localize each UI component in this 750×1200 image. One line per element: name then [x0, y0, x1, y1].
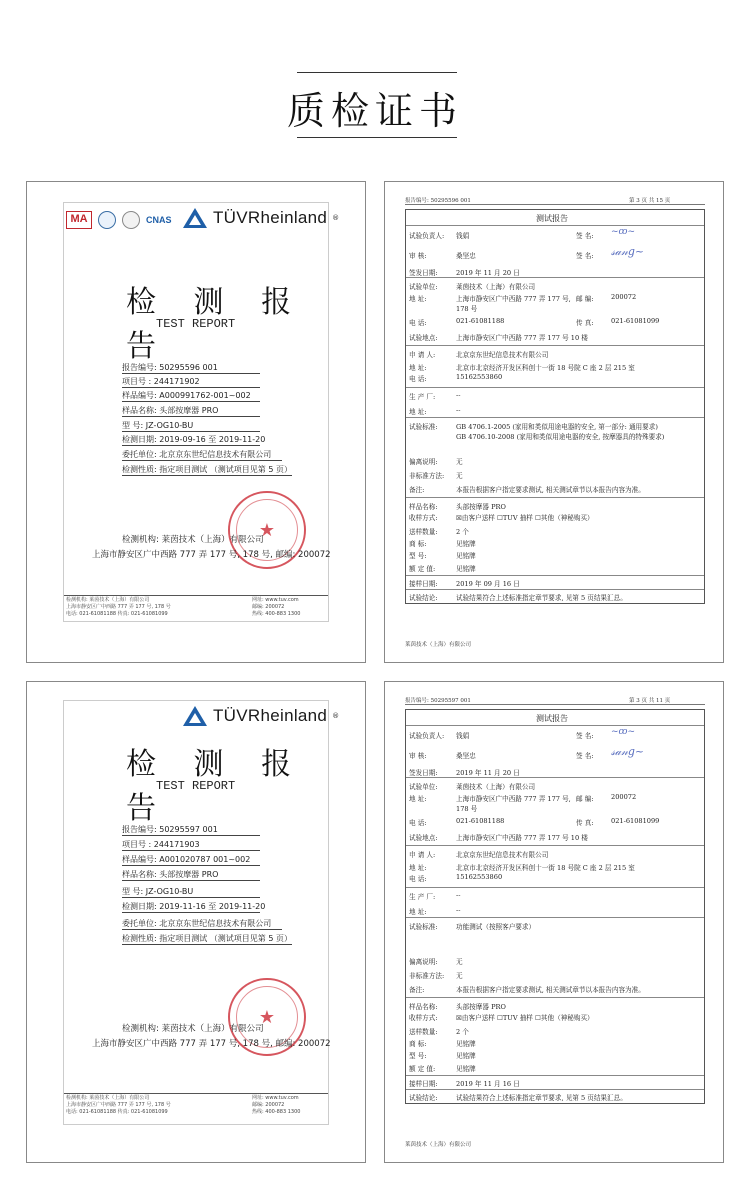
page-footer: 莱茵技术（上海）有限公司 [405, 1142, 472, 1148]
table-cell-text: 见铭牌 [456, 565, 476, 573]
table-cell-text: 电 话: [409, 875, 427, 883]
text: 委托单位: [122, 919, 157, 928]
text: 网址: www.tuv.com [252, 597, 299, 603]
text: A000991762-001~002 [159, 391, 251, 400]
table-cell-text: 钱娟 [456, 232, 470, 240]
company-stamp-icon: ★ [228, 491, 306, 569]
test-org: 检测机构: 莱茵技术（上海）有限公司 [122, 535, 264, 545]
table-cell-text: 桑坚忠 [456, 752, 476, 760]
table-cell-text: GB 4706.1-2005 (家用和类似用途电器的安全, 第一部分: 通用要求) [456, 423, 658, 431]
text: 2019-11-16 至 2019-11-20 [159, 902, 266, 911]
test-report-table [405, 209, 705, 604]
text: 头部按摩器 PRO [159, 870, 219, 879]
table-cell-text: 商 标: [409, 1040, 427, 1048]
table-cell-text: 额 定 值: [409, 1065, 436, 1073]
table-cell-text: 上海市静安区广中西路 777 弄 177 号, [456, 795, 571, 803]
tuv-brand: TÜVRheinland [213, 706, 328, 725]
table-cell-text: 审 核: [409, 252, 427, 260]
text: 上海市静安区广中西路 777 弄 177 号, 178 号 [66, 604, 171, 610]
table-cell-text: 上海市静安区广中西路 777 弄 177 号 10 楼 [456, 334, 588, 342]
table-cell-text: 无 [456, 958, 463, 966]
table-cell-text: 偏离说明: [409, 958, 438, 966]
test-org-address: 上海市静安区广中西路 777 弄 177 号, 178 号, 邮编: 200072 [92, 1039, 331, 1049]
iso-logo-icon [98, 211, 116, 229]
footer-rule [64, 595, 328, 596]
table-cell-text: 2019 年 11 月 20 日 [456, 769, 520, 777]
table-cell-text: -- [456, 406, 461, 414]
page-header-left: 报告编号: 50295597 001 [405, 698, 471, 704]
text: 检测机构: 莱茵技术（上海）有限公司 [66, 597, 150, 603]
text: 检测性质: [122, 934, 157, 943]
text: 指定项目测试 （测试项目见第 5 页） [159, 465, 292, 474]
field-sample-name [122, 870, 260, 881]
text: 项目号 : [122, 377, 152, 386]
text: 2019-09-16 至 2019-11-20 [159, 435, 266, 444]
field-test-type [122, 934, 292, 945]
table-cell-text: 试验标准: [409, 923, 438, 931]
table-cell-text: 见铭牌 [456, 540, 476, 548]
text: 样品名称: [122, 406, 157, 415]
table-cell-text: 试验标准: [409, 423, 438, 431]
tuv-brand: TÜVRheinland [213, 208, 328, 227]
signature-icon: 𝓈𝒶𝓃𝑔~ [611, 745, 645, 758]
text: 指定项目测试 （测试项目见第 5 页） [159, 934, 292, 943]
ma-logo: MA [66, 211, 92, 229]
text: 检测日期: [122, 902, 157, 911]
table-cell-text: 021-61081188 [456, 817, 505, 825]
test-report-page-1 [384, 181, 724, 663]
table-cell-text: 本报告根据客户指定要求测试, 相关测试章节以本报告内容为准。 [456, 986, 645, 994]
text: 北京京东世纪信息技术有限公司 [159, 919, 272, 928]
text: 电话: 021-61081188 传真: 021-61081099 [66, 1109, 168, 1115]
table-cell-text: 见铭牌 [456, 552, 476, 560]
table-cell-text: 2 个 [456, 528, 469, 536]
table-cell-text: 电 话: [409, 375, 427, 383]
table-cell-text: 型 号: [409, 552, 427, 560]
table-cell-text: 签发日期: [409, 269, 438, 277]
page-title: 质检证书 [286, 89, 463, 133]
field-report-no [122, 363, 260, 374]
table-cell-text: 地 址: [409, 864, 427, 872]
signature-icon: 𝓈𝒶𝓃𝑔~ [611, 245, 645, 258]
field-test-type [122, 465, 292, 476]
text: 委托单位: [122, 450, 157, 459]
table-cell-text: 200072 [611, 293, 637, 301]
field-project-no [122, 377, 260, 388]
table-cell-text: 试验负责人: [409, 732, 445, 740]
company-stamp-icon: ★ [228, 978, 306, 1056]
page-header-right: 第 3 页 共 11 页 [629, 698, 671, 704]
table-cell-text: 送样数量: [409, 528, 438, 536]
table-cell-text: 签发日期: [409, 769, 438, 777]
table-cell-text: 021-61081188 [456, 317, 505, 325]
page-header-left: 报告编号: 50295596 001 [405, 198, 471, 204]
field-report-no [122, 825, 260, 836]
table-cell-text: 接样日期: [409, 580, 438, 588]
cnas-logo: CNAS [146, 215, 172, 225]
page-footer: 莱茵技术（上海）有限公司 [405, 642, 472, 648]
text: 报告编号: [122, 825, 157, 834]
tuv-logo [182, 207, 339, 229]
table-cell-text: 签 名: [576, 752, 594, 760]
text: 热线: 400-883 1300 [252, 1109, 301, 1115]
table-cell-text: 样品名称: [409, 503, 438, 511]
table-cell-text: 北京市北京经济开发区科创十一街 18 号院 C 座 2 层 215 室 [456, 864, 635, 872]
table-cell-text: 型 号: [409, 1052, 427, 1060]
table-cell-text: 莱茵技术（上海）有限公司 [456, 283, 536, 291]
text: 上海市静安区广中西路 777 弄 177 号, 178 号 [66, 1102, 171, 1108]
tuv-triangle-icon [182, 705, 208, 727]
field-test-date [122, 435, 266, 446]
text: 检测机构: 莱茵技术（上海）有限公司 [66, 1095, 150, 1101]
table-cell-text: 试验单位: [409, 783, 438, 791]
table-cell-text: 北京京东世纪信息技术有限公司 [456, 851, 549, 859]
signature-icon: ~ꝏ~ [611, 227, 636, 237]
table-cell-text: 非标准方法: [409, 472, 445, 480]
text: JZ-OG10-BU [145, 887, 194, 896]
footer-right [252, 597, 300, 618]
table-cell-text: 头部按摩器 PRO [456, 1003, 506, 1011]
table-cell-text: 非标准方法: [409, 972, 445, 980]
tuv-triangle-icon [182, 207, 208, 229]
table-cell-text: 15162553860 [456, 873, 503, 881]
text: 报告编号: [122, 363, 157, 372]
table-cell-text: GB 4706.10-2008 (家用和类似用途电器的安全, 按摩器具的特殊要求) [456, 433, 665, 441]
field-sample-name [122, 406, 260, 417]
field-test-date [122, 902, 266, 913]
table-cell-text: 生 产 厂: [409, 393, 436, 401]
report-heading: 检 测 报 告 [126, 285, 306, 364]
table-cell-text: 试验结论: [409, 1094, 438, 1102]
table-cell-text: 200072 [611, 793, 637, 801]
table-cell-text: 本报告根据客户指定要求测试, 相关测试章节以本报告内容为准。 [456, 486, 645, 494]
table-cell-text: 备注: [409, 486, 425, 494]
text: 检测性质: [122, 465, 157, 474]
table-cell-text: 商 标: [409, 540, 427, 548]
title-rule-top [297, 72, 457, 73]
table-cell-text: 钱娟 [456, 732, 470, 740]
table-cell-text: 见铭牌 [456, 1052, 476, 1060]
report-cover-1 [26, 181, 366, 663]
table-cell-text: 上海市静安区广中西路 777 弄 177 号 10 楼 [456, 834, 588, 842]
text: 50295596 001 [159, 363, 218, 372]
text: 头部按摩器 PRO [159, 406, 219, 415]
page-header-right: 第 3 页 共 15 页 [629, 198, 671, 204]
ilac-logo-icon [122, 211, 140, 229]
table-cell-text: 收样方式: [409, 1014, 438, 1022]
text: 检测日期: [122, 435, 157, 444]
table-cell-text: 试验结果符合上述标准指定章节要求, 见第 5 页结果汇总。 [456, 1094, 627, 1102]
report-cover-2 [26, 681, 366, 1163]
test-report-table [405, 709, 705, 1104]
field-client [122, 450, 282, 461]
field-model [122, 887, 260, 898]
table-cell-text: 178 号 [456, 805, 478, 813]
table-cell-text: 见铭牌 [456, 1040, 476, 1048]
table-cell-text: 功能测试（按照客户要求） [456, 923, 536, 931]
footer-left [66, 1095, 171, 1116]
table-cell-text: 2019 年 11 月 20 日 [456, 269, 520, 277]
table-cell-text: 签 名: [576, 252, 594, 260]
text: A001020787 001~002 [159, 855, 251, 864]
table-cell-text: 签 名: [576, 732, 594, 740]
text: 电话: 021-61081188 传真: 021-61081099 [66, 611, 168, 617]
table-cell-text: 无 [456, 472, 463, 480]
field-sample-no [122, 391, 260, 402]
table-cell-text: 178 号 [456, 305, 478, 313]
text: 型 号: [122, 421, 144, 430]
table-cell-text: 试验负责人: [409, 232, 445, 240]
tuv-logo [182, 705, 339, 727]
table-cell-text: 2 个 [456, 1028, 469, 1036]
table-cell-text: 邮 编: [576, 795, 594, 803]
text: 50295597 001 [159, 825, 218, 834]
test-org: 检测机构: 莱茵技术（上海）有限公司 [122, 1024, 264, 1034]
footer-left [66, 597, 171, 618]
table-cell-text: 试验结果符合上述标准指定章节要求, 见第 5 页结果汇总。 [456, 594, 627, 602]
table-cell-text: 2019 年 09 月 16 日 [456, 580, 520, 588]
field-model [122, 421, 260, 432]
report-subheading: TEST REPORT [156, 779, 236, 793]
table-cell-text: 签 名: [576, 232, 594, 240]
text: 样品编号: [122, 855, 157, 864]
table-cell-text: 审 核: [409, 752, 427, 760]
table-cell-text: 样品名称: [409, 1003, 438, 1011]
table-cell-text: 接样日期: [409, 1080, 438, 1088]
text: 型 号: [122, 887, 144, 896]
table-cell-text: 额 定 值: [409, 565, 436, 573]
table-cell-text: 地 址: [409, 408, 427, 416]
footer-right [252, 1095, 300, 1116]
table-cell-text: 偏离说明: [409, 458, 438, 466]
table-cell-text: ☒由客户送样 ☐TUV 抽样 ☐其他（神秘购买） [456, 514, 594, 522]
text: ® [332, 712, 340, 720]
table-cell-text: 邮 编: [576, 295, 594, 303]
table-cell-text: 北京市北京经济开发区科创十一街 18 号院 C 座 2 层 215 室 [456, 364, 635, 372]
table-cell-text: 试验单位: [409, 283, 438, 291]
table-cell-text: 地 址: [409, 908, 427, 916]
text: 北京京东世纪信息技术有限公司 [159, 450, 272, 459]
table-cell-text: 见铭牌 [456, 1065, 476, 1073]
table-cell-text: 电 话: [409, 819, 427, 827]
table-cell-text: 头部按摩器 PRO [456, 503, 506, 511]
table-cell-text: -- [456, 906, 461, 914]
text: 热线: 400-883 1300 [252, 611, 301, 617]
table-cell-text: 电 话: [409, 319, 427, 327]
report-subheading: TEST REPORT [156, 317, 236, 331]
table-cell-text: 传 真: [576, 819, 594, 827]
table-cell-text: 试验地点: [409, 834, 438, 842]
table-cell-text: 收样方式: [409, 514, 438, 522]
text: 244171902 [153, 377, 200, 386]
table-cell-text: 上海市静安区广中西路 777 弄 177 号, [456, 295, 571, 303]
field-client [122, 919, 282, 930]
text: 邮编: 200072 [252, 604, 285, 610]
table-cell-text: 2019 年 11 月 16 日 [456, 1080, 520, 1088]
text: JZ-OG10-BU [145, 421, 194, 430]
text: 样品编号: [122, 391, 157, 400]
table-cell-text: -- [456, 891, 461, 899]
table-cell-text: 送样数量: [409, 1028, 438, 1036]
test-org-address: 上海市静安区广中西路 777 弄 177 号, 178 号, 邮编: 200072 [92, 550, 331, 560]
table-cell-text: 地 址: [409, 295, 427, 303]
table-cell-text: ☒由客户送样 ☐TUV 抽样 ☐其他（神秘购买） [456, 1014, 594, 1022]
table-title: 测试报告 [536, 214, 568, 223]
test-report-page-2 [384, 681, 724, 1163]
table-cell-text: 地 址: [409, 364, 427, 372]
table-cell-text: 申 请 人: [409, 351, 436, 359]
table-cell-text: 地 址: [409, 795, 427, 803]
table-cell-text: 021-61081099 [611, 317, 660, 325]
table-cell-text: 申 请 人: [409, 851, 436, 859]
table-cell-text: 莱茵技术（上海）有限公司 [456, 783, 536, 791]
table-cell-text: 021-61081099 [611, 817, 660, 825]
text: 样品名称: [122, 870, 157, 879]
accreditation-logos [66, 211, 172, 229]
table-title: 测试报告 [536, 714, 568, 723]
text: 网址: www.tuv.com [252, 1095, 299, 1101]
table-cell-text: 试验结论: [409, 594, 438, 602]
text: 244171903 [153, 840, 200, 849]
table-cell-text: 北京京东世纪信息技术有限公司 [456, 351, 549, 359]
table-cell-text: 桑坚忠 [456, 252, 476, 260]
footer-rule [64, 1093, 328, 1094]
report-heading: 检 测 报 告 [126, 747, 306, 826]
text: 项目号 : [122, 840, 152, 849]
table-cell-text: 备注: [409, 986, 425, 994]
table-cell-text: 试验地点: [409, 334, 438, 342]
text: 邮编: 200072 [252, 1102, 285, 1108]
title-rule-bottom [297, 137, 457, 138]
table-cell-text: -- [456, 391, 461, 399]
signature-icon: ~ꝏ~ [611, 727, 636, 737]
table-cell-text: 传 真: [576, 319, 594, 327]
table-cell-text: 无 [456, 972, 463, 980]
table-cell-text: 生 产 厂: [409, 893, 436, 901]
text: ® [332, 214, 340, 222]
table-cell-text: 15162553860 [456, 373, 503, 381]
field-sample-no [122, 855, 260, 866]
table-cell-text: 无 [456, 458, 463, 466]
field-project-no [122, 840, 260, 851]
